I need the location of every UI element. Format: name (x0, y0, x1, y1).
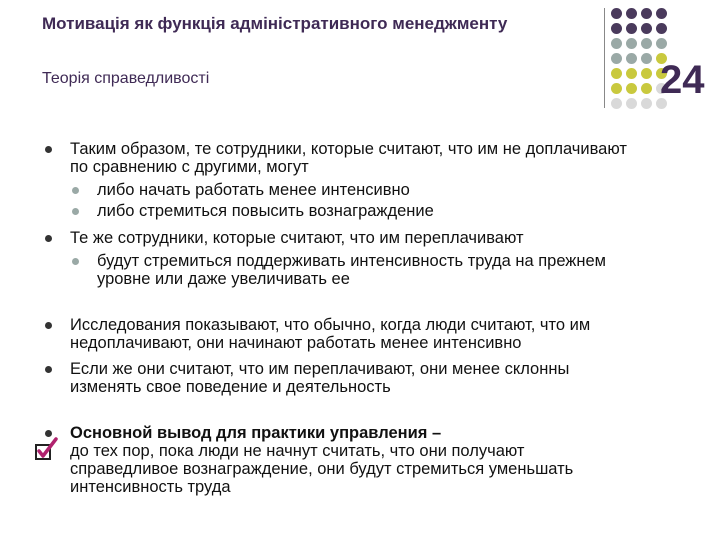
decorative-dot (656, 38, 667, 49)
decorative-dot (641, 8, 652, 19)
decorative-dot (626, 98, 637, 109)
decorative-dot (641, 23, 652, 34)
decorative-dot (656, 23, 667, 34)
decorative-dot (656, 8, 667, 19)
slide-number: 24 (660, 58, 705, 102)
sub-bullet-icon (72, 187, 79, 194)
decorative-dot (641, 83, 652, 94)
decorative-dot (611, 38, 622, 49)
sub-bullet-text: либо начать работать менее интенсивно (97, 181, 410, 199)
conclusion-body: до тех пор, пока люди не начнут считать, что они получают справедливое вознаграждение, они будут стремиться уменьшать интенсивность труда (70, 442, 574, 496)
sub-bullet-text: либо стремиться повысить вознаграждение (97, 202, 434, 220)
decorative-dot (611, 98, 622, 109)
header-divider (604, 8, 605, 108)
bullet-icon (45, 235, 52, 242)
slide-title: Мотивація як функція адміністративного менеджменту (42, 14, 508, 33)
bullet-text: Таким образом, те сотрудники, которые считают, что им не доплачивают по сравнению с другими, могут (70, 140, 627, 176)
decorative-dot (626, 83, 637, 94)
decorative-dot (641, 68, 652, 79)
decorative-dot (611, 68, 622, 79)
bullet-text: Те же сотрудники, которые считают, что им переплачивают (70, 229, 524, 247)
bullet-icon (45, 322, 52, 329)
sub-bullet-icon (72, 208, 79, 215)
decorative-dot (641, 53, 652, 64)
sub-bullet-text: будут стремиться поддерживать интенсивность труда на прежнем уровне или даже увеличивать ее (97, 252, 606, 288)
decorative-dot (626, 53, 637, 64)
bullet-icon (45, 366, 52, 373)
bullet-icon (45, 146, 52, 153)
conclusion-text (70, 424, 630, 496)
decorative-dot (611, 23, 622, 34)
decorative-dot (626, 68, 637, 79)
slide-subtitle: Теорія справедливості (42, 70, 210, 87)
checkbox-check-icon (34, 436, 60, 462)
decorative-dot (611, 83, 622, 94)
bullet-text: Исследования показывают, что обычно, когда люди считают, что им недоплачивают, они начинают работать менее интенсивно (70, 316, 591, 352)
bullet-text: Если же они считают, что им переплачивают, они менее склонны изменять свое поведение и деятельность (70, 360, 570, 396)
sub-bullet-icon (72, 258, 79, 265)
decorative-dot (626, 38, 637, 49)
conclusion-heading: Основной вывод для практики управления – (70, 424, 442, 442)
decorative-dot (641, 38, 652, 49)
decorative-dot (611, 53, 622, 64)
decorative-dot (626, 8, 637, 19)
decorative-dot (641, 98, 652, 109)
decorative-dot (611, 8, 622, 19)
decorative-dot (626, 23, 637, 34)
